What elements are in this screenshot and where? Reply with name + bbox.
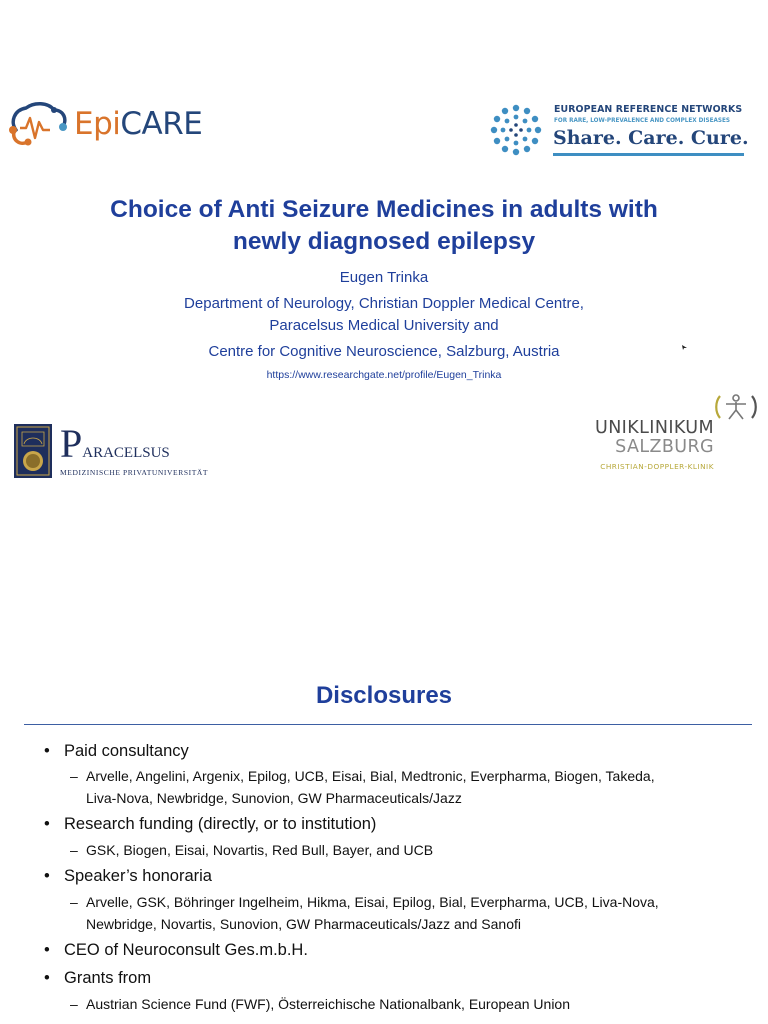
dash-icon: – <box>70 842 78 858</box>
title-divider <box>24 724 752 725</box>
bullet-text: Speaker’s honoraria <box>64 867 212 885</box>
epicare-logo <box>6 100 216 150</box>
sub-bullet-item <box>70 894 659 910</box>
ern-subtitle: FOR RARE, LOW-PREVALENCE AND COMPLEX DISEASES <box>554 118 730 124</box>
dash-icon: – <box>70 996 78 1012</box>
sub-bullet-item <box>70 768 655 784</box>
uniklinikum-clinic: CHRISTIAN-DOPPLER-KLINIK <box>600 462 714 471</box>
researchgate-url[interactable]: https://www.researchgate.net/profile/Eugen_Trinka <box>266 369 502 381</box>
bullet-text: Paid consultancy <box>64 742 189 760</box>
mouse-cursor-icon <box>682 345 688 351</box>
uniklinikum-figure-icon <box>714 392 758 422</box>
bullet-item <box>44 969 151 988</box>
epicare-wordmark-epi: Epi <box>74 106 121 142</box>
sub-bullet-text: Arvelle, Angelini, Argenix, Epilog, UCB, Eisai, Bial, Medtronic, Everpharma, Biogen, Takeda, <box>86 768 655 784</box>
epicare-wordmark-care: CARE <box>120 106 203 142</box>
affiliation-line1: Department of Neurology, Christian Doppler Medical Centre, <box>184 295 584 312</box>
paracelsus-rest: ARACELSUS <box>82 445 170 461</box>
paracelsus-initial: P <box>60 421 83 466</box>
paracelsus-seal-icon <box>14 424 52 478</box>
ern-slogan: Share. Care. Cure. <box>553 127 749 149</box>
author-name: Eugen Trinka <box>339 269 429 286</box>
sub-bullet-text: Arvelle, GSK, Böhringer Ingelheim, Hikma, Eisai, Epilog, Bial, Everpharma, UCB, Liva-Nova, <box>86 894 659 910</box>
bullet-dot-icon: • <box>44 742 50 760</box>
uniklinikum-name: UNIKLINIKUM <box>594 418 714 438</box>
ern-underline <box>553 153 744 156</box>
sub-bullet-text: Austrian Science Fund (FWF), Österreichische Nationalbank, European Union <box>86 996 570 1012</box>
bullet-dot-icon: • <box>44 969 50 987</box>
uniklinikum-city: SALZBURG <box>615 437 714 457</box>
sub-bullet-continuation: Newbridge, Novartis, Sunovion, GW Pharmaceuticals/Jazz and Sanofi <box>86 916 521 932</box>
title-slide <box>0 88 768 488</box>
bullet-item <box>44 742 189 761</box>
sub-bullet-text: GSK, Biogen, Eisai, Novartis, Red Bull, Bayer, and UCB <box>86 842 434 858</box>
sub-bullet-item <box>70 996 570 1012</box>
bullet-text: Grants from <box>64 969 152 987</box>
bullet-text: CEO of Neuroconsult Ges.m.b.H. <box>64 941 308 959</box>
paracelsus-wordmark <box>60 421 170 466</box>
bullet-item <box>44 941 308 960</box>
bullet-dot-icon: • <box>44 815 50 833</box>
bullet-dot-icon: • <box>44 941 50 959</box>
bullet-item <box>44 867 212 886</box>
ern-logo <box>488 102 750 158</box>
dash-icon: – <box>70 768 78 784</box>
sub-bullet-item <box>70 842 433 858</box>
bullet-dot-icon: • <box>44 867 50 885</box>
sub-bullet-continuation: Liva-Nova, Newbridge, Sunovion, GW Pharmaceuticals/Jazz <box>86 790 462 806</box>
slide-title-line2: newly diagnosed epilepsy <box>232 228 536 255</box>
ern-dots-icon <box>488 102 544 158</box>
dash-icon: – <box>70 894 78 910</box>
slide-title-line1: Choice of Anti Seizure Medicines in adults with <box>110 196 658 223</box>
slide-title <box>0 194 768 258</box>
epicare-brain-icon <box>6 100 72 150</box>
disclosures-slide <box>0 658 768 1024</box>
disclosures-title: Disclosures <box>315 682 453 709</box>
affiliation-line2: Paracelsus Medical University and <box>269 317 499 334</box>
paracelsus-subtitle: MEDIZINISCHE PRIVATUNIVERSITÄT <box>60 468 209 477</box>
epicare-wordmark <box>74 106 202 142</box>
bullet-text: Research funding (directly, or to institution) <box>64 815 377 833</box>
bullet-item <box>44 815 376 834</box>
uniklinikum-logo <box>560 392 760 482</box>
paracelsus-logo <box>14 421 234 480</box>
affiliation-line3: Centre for Cognitive Neuroscience, Salzburg, Austria <box>208 343 560 360</box>
ern-title: EUROPEAN REFERENCE NETWORKS <box>554 104 743 115</box>
